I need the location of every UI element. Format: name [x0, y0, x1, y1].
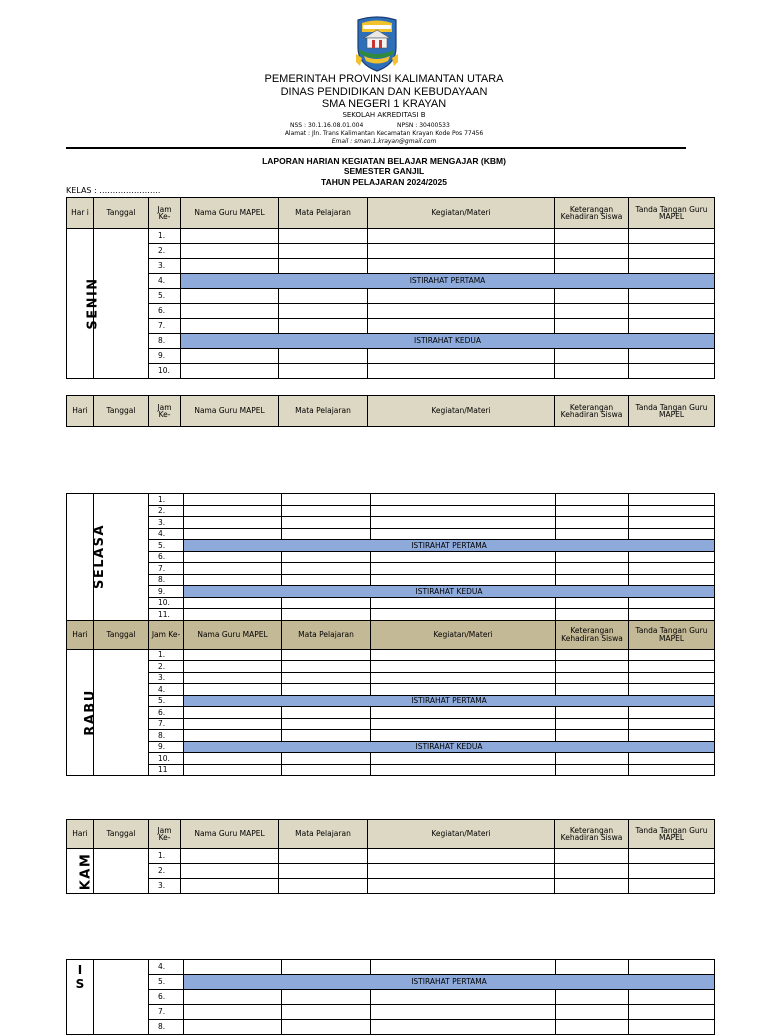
col-mapel: Mata Pelajaran: [279, 198, 368, 229]
kegiatan-cell[interactable]: [368, 289, 555, 304]
ttd-cell[interactable]: [629, 684, 715, 696]
jam-number: 9.: [149, 586, 184, 598]
col-tanggal: Tanggal: [94, 620, 149, 649]
keterangan-cell[interactable]: [556, 649, 629, 661]
guru-cell[interactable]: [184, 730, 282, 742]
jam-number: 8.: [149, 334, 181, 349]
kegiatan-cell[interactable]: [368, 879, 555, 894]
ttd-cell[interactable]: [629, 718, 715, 730]
keterangan-cell[interactable]: [555, 289, 629, 304]
kegiatan-cell[interactable]: [371, 753, 556, 765]
jam-number: 6.: [149, 707, 184, 719]
break-row-second: ISTIRAHAT KEDUA: [184, 741, 715, 753]
col-ttd: Tanda Tangan Guru MAPEL: [629, 820, 715, 849]
ttd-cell[interactable]: [629, 494, 715, 506]
jam-number: 4.: [149, 274, 181, 289]
selasa-header-table: [66, 395, 715, 427]
guru-cell[interactable]: [184, 661, 282, 673]
jam-number: 5.: [149, 975, 184, 990]
mapel-cell[interactable]: [282, 707, 371, 719]
jam-number: 5.: [149, 695, 184, 707]
report-year: TAHUN PELAJARAN 2024/2025: [321, 177, 447, 187]
letterhead-school-name: SMA NEGERI 1 KRAYAN: [321, 98, 447, 110]
selasa-rabu-table: [66, 493, 715, 776]
jam-number: 6.: [149, 990, 184, 1005]
col-kegiatan: Kegiatan/Materi: [368, 396, 555, 427]
keterangan-cell[interactable]: [556, 609, 629, 621]
ttd-cell[interactable]: [629, 364, 715, 379]
col-guru: Nama Guru MAPEL: [181, 820, 279, 849]
jam-number: 1.: [149, 229, 181, 244]
ttd-cell[interactable]: [629, 1005, 715, 1020]
keterangan-cell[interactable]: [555, 319, 629, 334]
kegiatan-cell[interactable]: [371, 649, 556, 661]
jam-number: 8.: [149, 1020, 184, 1035]
mapel-cell[interactable]: [282, 574, 371, 586]
mapel-cell[interactable]: [282, 517, 371, 529]
jam-number: 2.: [149, 661, 184, 673]
mapel-cell[interactable]: [282, 494, 371, 506]
tanggal-cell[interactable]: [94, 849, 149, 894]
jam-number: 1.: [149, 494, 184, 506]
guru-cell[interactable]: [181, 304, 279, 319]
letterhead-province: PEMERINTAH PROVINSI KALIMANTAN UTARA: [264, 73, 504, 85]
guru-cell[interactable]: [184, 494, 282, 506]
ttd-cell[interactable]: [629, 864, 715, 879]
break-row-first: ISTIRAHAT PERTAMA: [184, 975, 715, 990]
guru-cell[interactable]: [184, 672, 282, 684]
jam-number: 3.: [149, 517, 184, 529]
kegiatan-cell[interactable]: [371, 563, 556, 575]
keterangan-cell[interactable]: [555, 244, 629, 259]
ttd-cell[interactable]: [629, 764, 715, 776]
mapel-cell[interactable]: [282, 609, 371, 621]
keterangan-cell[interactable]: [555, 259, 629, 274]
letterhead-email: Email : sman.1.krayan@gmail.com: [331, 138, 437, 145]
break-row-first: ISTIRAHAT PERTAMA: [184, 540, 715, 552]
keterangan-cell[interactable]: [556, 707, 629, 719]
col-keterangan: Keterangan Kehadiran Siswa: [555, 198, 629, 229]
letterhead-accreditation: SEKOLAH AKREDITASI B: [342, 111, 426, 119]
mapel-cell[interactable]: [282, 764, 371, 776]
ttd-cell[interactable]: [629, 289, 715, 304]
keterangan-cell[interactable]: [556, 563, 629, 575]
guru-cell[interactable]: [181, 864, 279, 879]
kegiatan-cell[interactable]: [371, 1020, 556, 1035]
jam-number: 6.: [149, 304, 181, 319]
kegiatan-cell[interactable]: [371, 609, 556, 621]
jam-number: 7.: [149, 319, 181, 334]
keterangan-cell[interactable]: [556, 661, 629, 673]
jam-number: 4.: [149, 528, 184, 540]
kegiatan-cell[interactable]: [371, 990, 556, 1005]
mapel-cell[interactable]: [282, 753, 371, 765]
guru-cell[interactable]: [184, 753, 282, 765]
ttd-cell[interactable]: [629, 528, 715, 540]
ttd-cell[interactable]: [629, 609, 715, 621]
col-keterangan: Keterangan Kehadiran Siswa: [555, 396, 629, 427]
keterangan-cell[interactable]: [556, 684, 629, 696]
mapel-cell[interactable]: [279, 879, 368, 894]
kegiatan-cell[interactable]: [368, 229, 555, 244]
guru-cell[interactable]: [184, 1020, 282, 1035]
guru-cell[interactable]: [181, 349, 279, 364]
ttd-cell[interactable]: [629, 244, 715, 259]
col-jam: Jam Ke-: [149, 198, 181, 229]
col-jam: Jam Ke-: [149, 620, 184, 649]
col-guru: Nama Guru MAPEL: [181, 198, 279, 229]
kegiatan-cell[interactable]: [371, 574, 556, 586]
guru-cell[interactable]: [181, 319, 279, 334]
jam-number: 6.: [149, 551, 184, 563]
mapel-cell[interactable]: [282, 551, 371, 563]
ttd-cell[interactable]: [629, 849, 715, 864]
kegiatan-cell[interactable]: [368, 319, 555, 334]
col-hari: Hari: [67, 396, 94, 427]
guru-cell[interactable]: [184, 960, 282, 975]
provincial-emblem-logo: [354, 14, 400, 72]
jam-number: 10.: [149, 364, 181, 379]
ttd-cell[interactable]: [629, 661, 715, 673]
mapel-cell[interactable]: [282, 730, 371, 742]
kegiatan-cell[interactable]: [371, 505, 556, 517]
jam-number: 10.: [149, 597, 184, 609]
ttd-cell[interactable]: [629, 649, 715, 661]
mapel-cell[interactable]: [279, 229, 368, 244]
keterangan-cell[interactable]: [555, 364, 629, 379]
guru-cell[interactable]: [181, 879, 279, 894]
col-mapel: Mata Pelajaran: [279, 396, 368, 427]
kegiatan-cell[interactable]: [368, 864, 555, 879]
guru-cell[interactable]: [184, 528, 282, 540]
guru-cell[interactable]: [184, 609, 282, 621]
col-kegiatan: Kegiatan/Materi: [368, 820, 555, 849]
kegiatan-cell[interactable]: [368, 349, 555, 364]
guru-cell[interactable]: [181, 289, 279, 304]
keterangan-cell[interactable]: [555, 849, 629, 864]
day-cell-senin: [67, 229, 101, 379]
col-jam: Jam Ke-: [149, 396, 181, 427]
ttd-cell[interactable]: [629, 304, 715, 319]
jam-number: 2.: [149, 505, 184, 517]
tanggal-cell[interactable]: [94, 960, 149, 1035]
mapel-cell[interactable]: [282, 672, 371, 684]
keterangan-cell[interactable]: [556, 1020, 629, 1035]
kegiatan-cell[interactable]: [368, 849, 555, 864]
col-guru: Nama Guru MAPEL: [181, 396, 279, 427]
kegiatan-cell[interactable]: [371, 707, 556, 719]
day-label-kamis: KAM: [78, 852, 94, 890]
kegiatan-cell[interactable]: [371, 764, 556, 776]
kegiatan-cell[interactable]: [371, 718, 556, 730]
jam-number: 4.: [149, 684, 184, 696]
letterhead-department: DINAS PENDIDIKAN DAN KEBUDAYAAN: [280, 86, 488, 98]
keterangan-cell[interactable]: [556, 672, 629, 684]
keterangan-cell[interactable]: [556, 730, 629, 742]
keterangan-cell[interactable]: [556, 960, 629, 975]
guru-cell[interactable]: [184, 684, 282, 696]
day-cell-selasa: [67, 494, 108, 621]
kamis-table: [66, 819, 715, 894]
ttd-cell[interactable]: [629, 707, 715, 719]
guru-cell[interactable]: [181, 229, 279, 244]
jam-number: 3.: [149, 879, 181, 894]
jam-number: 2.: [149, 864, 181, 879]
guru-cell[interactable]: [184, 718, 282, 730]
jam-number: 1.: [149, 649, 184, 661]
jam-number: 9.: [149, 741, 184, 753]
mapel-cell[interactable]: [282, 1005, 371, 1020]
ttd-cell[interactable]: [629, 517, 715, 529]
jam-number: 8.: [149, 730, 184, 742]
break-row-first: ISTIRAHAT PERTAMA: [181, 274, 715, 289]
kamis-continued-table: [66, 959, 715, 1035]
guru-cell[interactable]: [184, 990, 282, 1005]
ttd-cell[interactable]: [629, 753, 715, 765]
keterangan-cell[interactable]: [556, 528, 629, 540]
break-row-second: ISTIRAHAT KEDUA: [181, 334, 715, 349]
jam-number: 7.: [149, 1005, 184, 1020]
mapel-cell[interactable]: [282, 1020, 371, 1035]
ttd-cell[interactable]: [629, 551, 715, 563]
guru-cell[interactable]: [184, 551, 282, 563]
mapel-cell[interactable]: [282, 990, 371, 1005]
keterangan-cell[interactable]: [556, 494, 629, 506]
ttd-cell[interactable]: [629, 730, 715, 742]
keterangan-cell[interactable]: [555, 879, 629, 894]
guru-cell[interactable]: [184, 1005, 282, 1020]
mapel-cell[interactable]: [279, 319, 368, 334]
jam-number: 3.: [149, 259, 181, 274]
keterangan-cell[interactable]: [556, 1005, 629, 1020]
letterhead-npsn: NPSN : 30400533: [397, 122, 450, 129]
kegiatan-cell[interactable]: [371, 551, 556, 563]
ttd-cell[interactable]: [629, 259, 715, 274]
day-label-senin: SENIN: [85, 277, 101, 330]
jam-number: 11: [149, 764, 184, 776]
keterangan-cell[interactable]: [556, 718, 629, 730]
kegiatan-cell[interactable]: [368, 259, 555, 274]
mapel-cell[interactable]: [282, 649, 371, 661]
col-ttd: Tanda Tangan Guru MAPEL: [629, 396, 715, 427]
jam-number: 8.: [149, 574, 184, 586]
ttd-cell[interactable]: [629, 672, 715, 684]
col-ttd: Tanda Tangan Guru MAPEL: [629, 198, 715, 229]
tanggal-cell[interactable]: [94, 649, 149, 776]
mapel-cell[interactable]: [282, 684, 371, 696]
guru-cell[interactable]: [181, 244, 279, 259]
col-keterangan: Keterangan Kehadiran Siswa: [556, 620, 629, 649]
col-ttd: Tanda Tangan Guru MAPEL: [629, 620, 715, 649]
mapel-cell[interactable]: [282, 563, 371, 575]
guru-cell[interactable]: [184, 707, 282, 719]
keterangan-cell[interactable]: [556, 574, 629, 586]
col-mapel: Mata Pelajaran: [282, 620, 371, 649]
mapel-cell[interactable]: [279, 289, 368, 304]
keterangan-cell[interactable]: [556, 764, 629, 776]
letterhead-address: Alamat : Jln. Trans Kalimantan Kecamatan Krayan Kode Pos 77456: [284, 130, 484, 137]
col-keterangan: Keterangan Kehadiran Siswa: [555, 820, 629, 849]
tanggal-cell[interactable]: [94, 229, 149, 379]
ttd-cell[interactable]: [629, 349, 715, 364]
col-kegiatan: Kegiatan/Materi: [371, 620, 556, 649]
guru-cell[interactable]: [184, 649, 282, 661]
jam-number: 11.: [149, 609, 184, 621]
ttd-cell[interactable]: [629, 960, 715, 975]
col-guru: Nama Guru MAPEL: [184, 620, 282, 649]
jam-number: 1.: [149, 849, 181, 864]
jam-number: 10.: [149, 753, 184, 765]
report-semester: SEMESTER GANJIL: [343, 166, 425, 176]
guru-cell[interactable]: [184, 597, 282, 609]
kegiatan-cell[interactable]: [368, 304, 555, 319]
kegiatan-cell[interactable]: [368, 244, 555, 259]
jam-number: 5.: [149, 289, 181, 304]
report-title: LAPORAN HARIAN KEGIATAN BELAJAR MENGAJAR (KBM): [262, 156, 506, 166]
mapel-cell[interactable]: [282, 960, 371, 975]
keterangan-cell[interactable]: [555, 864, 629, 879]
ttd-cell[interactable]: [629, 319, 715, 334]
day-label-kamis-cont: I S: [75, 963, 85, 992]
guru-cell[interactable]: [184, 574, 282, 586]
mapel-cell[interactable]: [282, 505, 371, 517]
col-tanggal: Tanggal: [94, 396, 149, 427]
col-mapel: Mata Pelajaran: [279, 820, 368, 849]
mapel-cell[interactable]: [282, 661, 371, 673]
jam-number: 5.: [149, 540, 184, 552]
day-cell-kamis-cont: [67, 960, 94, 1035]
guru-cell[interactable]: [181, 259, 279, 274]
ttd-cell[interactable]: [629, 505, 715, 517]
ttd-cell[interactable]: [629, 229, 715, 244]
keterangan-cell[interactable]: [555, 349, 629, 364]
mapel-cell[interactable]: [279, 304, 368, 319]
jam-number: 4.: [149, 960, 184, 975]
col-hari: Har i: [67, 198, 94, 229]
kelas-field: KELAS : …………………..: [66, 186, 161, 195]
break-row-first: ISTIRAHAT PERTAMA: [184, 695, 715, 707]
jam-number: 7.: [149, 563, 184, 575]
guru-cell[interactable]: [184, 563, 282, 575]
mapel-cell[interactable]: [279, 864, 368, 879]
kegiatan-cell[interactable]: [371, 1005, 556, 1020]
mapel-cell[interactable]: [279, 244, 368, 259]
ttd-cell[interactable]: [629, 597, 715, 609]
kegiatan-cell[interactable]: [371, 730, 556, 742]
ttd-cell[interactable]: [629, 574, 715, 586]
kegiatan-cell[interactable]: [371, 661, 556, 673]
guru-cell[interactable]: [184, 517, 282, 529]
keterangan-cell[interactable]: [556, 551, 629, 563]
col-tanggal: Tanggal: [94, 198, 149, 229]
ttd-cell[interactable]: [629, 990, 715, 1005]
mapel-cell[interactable]: [279, 364, 368, 379]
mapel-cell[interactable]: [279, 849, 368, 864]
guru-cell[interactable]: [184, 764, 282, 776]
letterhead-divider: [66, 147, 686, 149]
jam-number: 2.: [149, 244, 181, 259]
kegiatan-cell[interactable]: [371, 960, 556, 975]
ttd-cell[interactable]: [629, 879, 715, 894]
mapel-cell[interactable]: [279, 349, 368, 364]
keterangan-cell[interactable]: [556, 597, 629, 609]
col-hari: Hari: [67, 820, 94, 849]
guru-cell[interactable]: [184, 505, 282, 517]
keterangan-cell[interactable]: [555, 229, 629, 244]
keterangan-cell[interactable]: [555, 304, 629, 319]
mapel-cell[interactable]: [282, 597, 371, 609]
kegiatan-cell[interactable]: [368, 364, 555, 379]
day-label-rabu: RABU: [82, 688, 98, 736]
mapel-cell[interactable]: [282, 718, 371, 730]
ttd-cell[interactable]: [629, 563, 715, 575]
kegiatan-cell[interactable]: [371, 672, 556, 684]
guru-cell[interactable]: [181, 364, 279, 379]
kegiatan-cell[interactable]: [371, 494, 556, 506]
mapel-cell[interactable]: [282, 528, 371, 540]
keterangan-cell[interactable]: [556, 505, 629, 517]
kegiatan-cell[interactable]: [371, 528, 556, 540]
jam-number: 7.: [149, 718, 184, 730]
letterhead-nss: NSS : 30.1.16.08.01.004: [290, 122, 364, 129]
col-kegiatan: Kegiatan/Materi: [368, 198, 555, 229]
day-cell-kamis: [67, 849, 94, 894]
col-hari: Hari: [67, 620, 94, 649]
mapel-cell[interactable]: [279, 259, 368, 274]
ttd-cell[interactable]: [629, 1020, 715, 1035]
day-cell-rabu: [67, 649, 98, 776]
kegiatan-cell[interactable]: [371, 517, 556, 529]
keterangan-cell[interactable]: [556, 990, 629, 1005]
senin-table: [66, 197, 715, 379]
jam-number: 9.: [149, 349, 181, 364]
kegiatan-cell[interactable]: [371, 684, 556, 696]
guru-cell[interactable]: [181, 849, 279, 864]
col-tanggal: Tanggal: [94, 820, 149, 849]
keterangan-cell[interactable]: [556, 517, 629, 529]
day-label-selasa: SELASA: [92, 524, 108, 590]
kegiatan-cell[interactable]: [371, 597, 556, 609]
break-row-second: ISTIRAHAT KEDUA: [184, 586, 715, 598]
keterangan-cell[interactable]: [556, 753, 629, 765]
jam-number: 3.: [149, 672, 184, 684]
col-jam: Jam Ke-: [149, 820, 181, 849]
